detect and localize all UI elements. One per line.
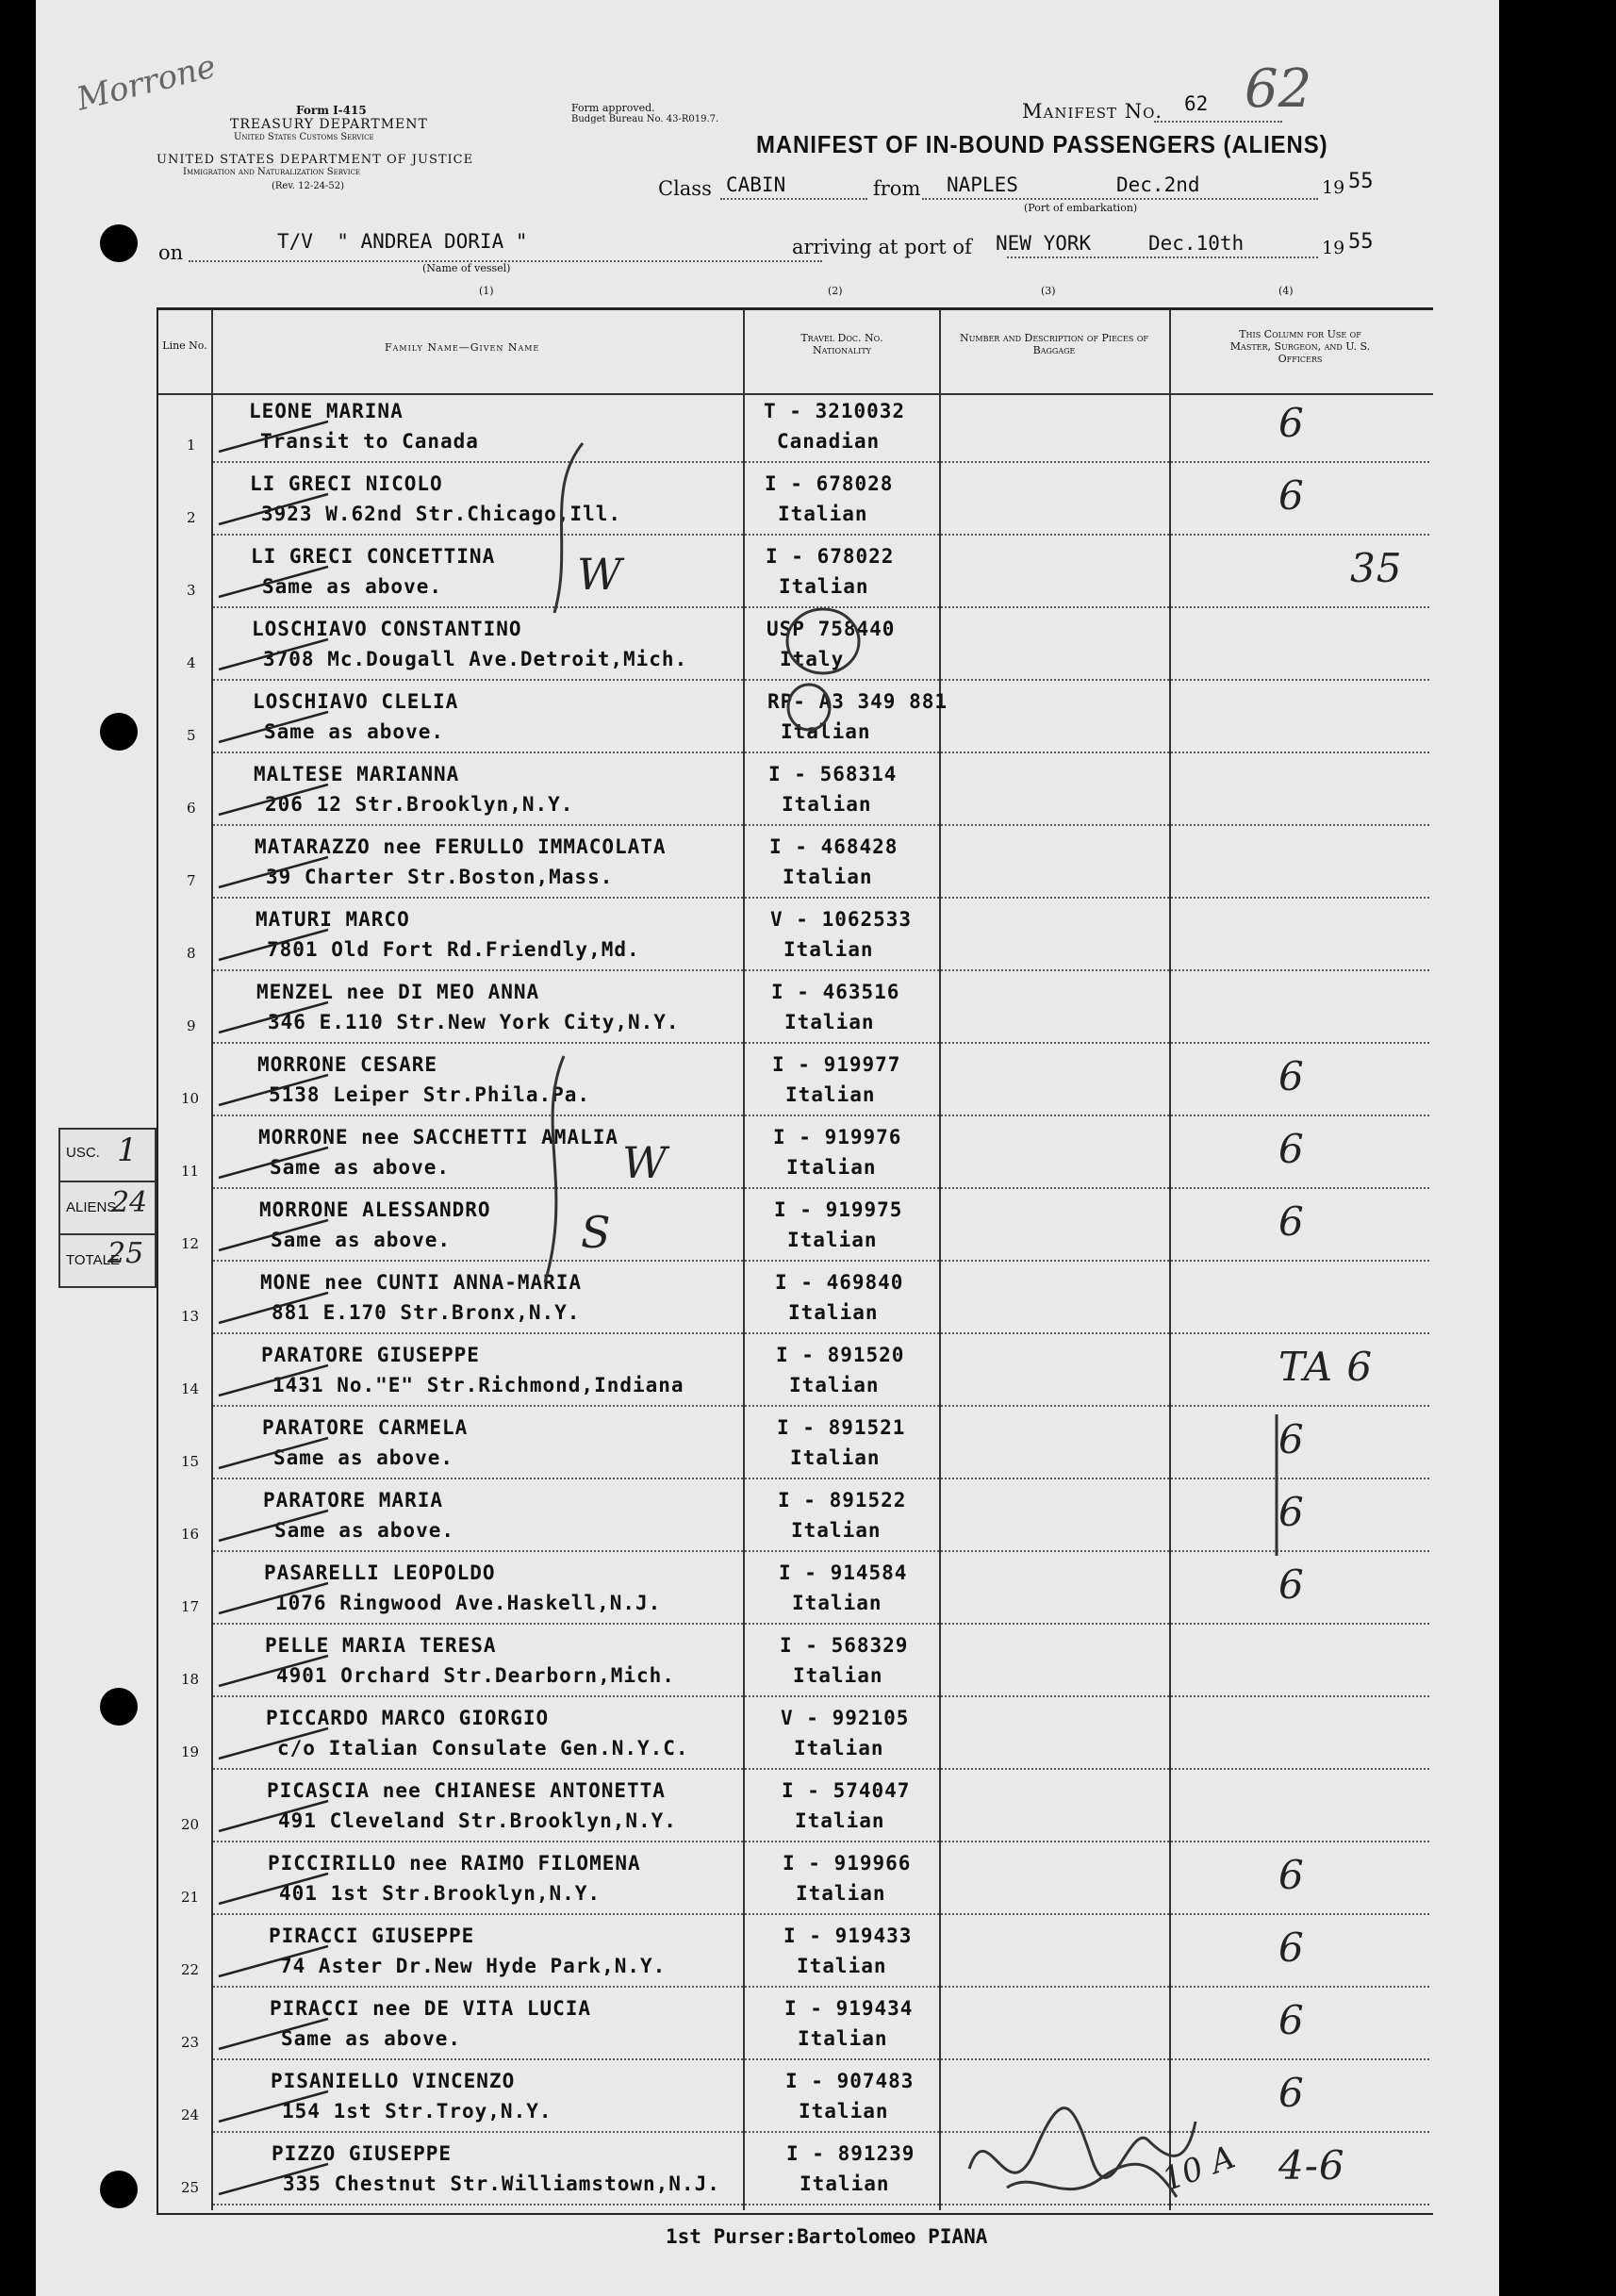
line-number: 3 xyxy=(187,582,196,599)
header-baggage: Number and Description of Pieces of Baggage xyxy=(960,332,1148,356)
line-number: 21 xyxy=(181,1889,200,1906)
check-mark xyxy=(215,681,338,753)
nationality: Italian xyxy=(797,1955,887,1977)
travel-doc-number: I - 568314 xyxy=(768,763,898,785)
check-mark xyxy=(215,390,338,463)
nationality: Italian xyxy=(792,1592,882,1614)
officer-mark: 35 xyxy=(1350,545,1403,591)
travel-doc-number: T - 3210032 xyxy=(764,400,906,422)
travel-doc-number: I - 891521 xyxy=(777,1416,906,1439)
passenger-name: LOSCHIAVO CONSTANTINO xyxy=(252,618,522,640)
nationality: Italian xyxy=(800,2172,890,2195)
passenger-address: 5138 Leiper Str.Phila.Pa. xyxy=(269,1083,591,1106)
circled-mark xyxy=(771,603,875,735)
col-num-2: (2) xyxy=(828,285,843,297)
line-number: 4 xyxy=(187,654,196,671)
check-mark xyxy=(215,463,338,536)
nationality: Italian xyxy=(791,1519,882,1542)
check-mark xyxy=(215,1116,338,1189)
travel-doc-number: V - 992105 xyxy=(781,1707,910,1729)
nationality: Italian xyxy=(795,1809,885,1832)
passenger-name: LI GRECI NICOLO xyxy=(250,472,443,495)
year1-suffix: 55 xyxy=(1348,170,1374,193)
nationality: Italian xyxy=(781,720,871,743)
table-row xyxy=(36,1189,1469,1262)
officer-mark: 6 xyxy=(1278,1489,1305,1535)
passenger-address: 7801 Old Fort Rd.Friendly,Md. xyxy=(267,938,640,961)
table-row xyxy=(36,1697,1469,1770)
table-row xyxy=(36,1044,1469,1116)
travel-doc-number: I - 568329 xyxy=(780,1634,909,1657)
table-row xyxy=(36,1770,1469,1842)
nationality: Italian xyxy=(785,1083,876,1106)
travel-doc-number: I - 469840 xyxy=(775,1271,904,1294)
line-number: 22 xyxy=(181,1961,200,1978)
passenger-name: PIZZO GIUSEPPE xyxy=(272,2142,453,2165)
aliens-label: ALIENS xyxy=(66,1199,117,1215)
nationality: Italian xyxy=(787,1229,878,1251)
line-number: 10 xyxy=(181,1090,200,1107)
passenger-address: 401 1st Str.Brooklyn,N.Y. xyxy=(279,1882,602,1905)
passenger-address: Same as above. xyxy=(270,1156,451,1179)
revision: (Rev. 12-24-52) xyxy=(272,181,345,191)
passenger-address: 1076 Ringwood Ave.Haskell,N.J. xyxy=(275,1592,662,1614)
nationality: Italian xyxy=(778,503,868,525)
handwritten-w: W xyxy=(622,1137,668,1188)
passenger-name: PARATORE MARIA xyxy=(263,1489,444,1511)
table-row xyxy=(36,1552,1469,1625)
table-row xyxy=(36,826,1469,899)
passenger-address: 154 1st Str.Troy,N.Y. xyxy=(282,2100,552,2123)
travel-doc-number: I - 919975 xyxy=(774,1198,903,1221)
col-num-1: (1) xyxy=(479,285,494,297)
check-mark xyxy=(215,2133,338,2205)
totale-value: 25 xyxy=(107,1237,144,1270)
passenger-name: MALTESE MARIANNA xyxy=(254,763,460,785)
travel-doc-number: I - 919966 xyxy=(783,1852,912,1875)
line-number: 20 xyxy=(181,1816,200,1833)
table-row xyxy=(36,1479,1469,1552)
passenger-name: MONE nee CUNTI ANNA-MARIA xyxy=(260,1271,583,1294)
line-number: 16 xyxy=(181,1526,200,1543)
travel-doc-number: I - 891522 xyxy=(778,1489,907,1511)
department-of-justice: UNITED STATES DEPARTMENT OF JUSTICE xyxy=(157,153,474,167)
line-number: 19 xyxy=(181,1743,200,1760)
usc-label: USC. xyxy=(66,1145,100,1161)
line-number: 14 xyxy=(181,1380,200,1397)
passenger-address: 3708 Mc.Dougall Ave.Detroit,Mich. xyxy=(263,648,688,670)
check-mark xyxy=(215,753,338,826)
table-row xyxy=(36,1407,1469,1479)
line-number: 15 xyxy=(181,1453,200,1470)
passenger-name: PICCIRILLO nee RAIMO FILOMENA xyxy=(268,1852,641,1875)
check-mark xyxy=(215,1407,338,1479)
line-number: 25 xyxy=(181,2179,200,2196)
officer-mark: 6 xyxy=(1278,1198,1305,1245)
table-row xyxy=(36,1116,1469,1189)
passenger-address: 74 Aster Dr.New Hyde Park,N.Y. xyxy=(280,1955,667,1977)
officer-mark: 6 xyxy=(1278,400,1305,446)
passenger-name: MATURI MARCO xyxy=(256,908,410,931)
check-mark xyxy=(215,826,338,899)
customs-service: United States Customs Service xyxy=(234,132,374,142)
line-number: 9 xyxy=(187,1017,196,1034)
nationality: Italian xyxy=(782,793,872,816)
officer-signature xyxy=(950,2084,1214,2225)
punch-hole xyxy=(100,224,138,262)
check-mark xyxy=(215,1189,338,1262)
line-number: 7 xyxy=(187,872,196,889)
check-mark xyxy=(215,1334,338,1407)
nationality: Italian xyxy=(799,2100,889,2123)
passenger-address: Same as above. xyxy=(264,720,445,743)
nationality: Italian xyxy=(788,1301,879,1324)
header-doc: Travel Doc. No. Nationality xyxy=(800,332,883,356)
passenger-address: 881 E.170 Str.Bronx,N.Y. xyxy=(272,1301,581,1324)
travel-doc-number: I - 678022 xyxy=(766,545,895,568)
year1-prefix: 19 xyxy=(1322,177,1345,198)
passenger-name: PISANIELLO VINCENZO xyxy=(271,2070,516,2092)
passenger-address: Same as above. xyxy=(262,575,443,598)
passenger-name: PICCARDO MARCO GIORGIO xyxy=(266,1707,550,1729)
arrival-port: NEW YORK xyxy=(996,232,1092,255)
nationality: Italy xyxy=(780,648,845,670)
col-num-3: (3) xyxy=(1041,285,1056,297)
travel-doc-number: I - 891520 xyxy=(776,1344,905,1366)
nationality: Italian xyxy=(779,575,869,598)
manifest-document xyxy=(36,0,1499,2296)
budget-bureau: Budget Bureau No. 43-R019.7. xyxy=(571,114,719,124)
table-row xyxy=(36,1625,1469,1697)
officer-mark: 4-6 xyxy=(1278,2142,1345,2189)
check-mark xyxy=(215,1770,338,1842)
line-number: 2 xyxy=(187,509,196,526)
vessel-name: T/V " ANDREA DORIA " xyxy=(277,230,528,253)
arriving-label: arriving at port of xyxy=(788,236,976,258)
travel-doc-number: USP 758440 xyxy=(767,618,896,640)
travel-doc-number: V - 1062533 xyxy=(770,908,913,931)
manifest-no-handwritten: 62 xyxy=(1245,58,1312,120)
officer-mark: 6 xyxy=(1278,1126,1305,1172)
passenger-address: 3923 W.62nd Str.Chicago,Ill. xyxy=(261,503,622,525)
from-port: NAPLES xyxy=(947,173,1018,196)
line-number: 8 xyxy=(187,945,196,962)
check-mark xyxy=(215,1625,338,1697)
passenger-address: 346 E.110 Str.New York City,N.Y. xyxy=(268,1011,680,1033)
table-row xyxy=(36,2060,1469,2133)
line-number: 12 xyxy=(181,1235,200,1252)
line-number: 11 xyxy=(181,1163,200,1180)
class-value: CABIN xyxy=(726,173,786,196)
handwritten-w: W xyxy=(577,549,622,600)
usc-value: 1 xyxy=(117,1131,138,1169)
nationality: Italian xyxy=(790,1446,881,1469)
officer-mark: 6 xyxy=(1278,1852,1305,1898)
passenger-address: Same as above. xyxy=(271,1229,452,1251)
table-row xyxy=(36,390,1469,463)
travel-doc-number: I - 919433 xyxy=(783,1924,913,1947)
passenger-name: PARATORE CARMELA xyxy=(262,1416,469,1439)
passenger-name: PIRACCI GIUSEPPE xyxy=(269,1924,475,1947)
line-number: 24 xyxy=(181,2106,200,2123)
officer-mark: 6 xyxy=(1278,472,1305,519)
nationality: Italian xyxy=(786,1156,877,1179)
passenger-address: 4901 Orchard Str.Dearborn,Mich. xyxy=(276,1664,675,1687)
handwritten-note: 10 A xyxy=(1157,2138,1241,2200)
check-mark xyxy=(215,1842,338,1915)
passenger-name: PARATORE GIUSEPPE xyxy=(261,1344,480,1366)
table-row xyxy=(36,899,1469,971)
check-mark xyxy=(215,1044,338,1116)
line-number: 17 xyxy=(181,1598,200,1615)
travel-doc-number: I - 463516 xyxy=(771,981,900,1003)
passenger-address: Same as above. xyxy=(281,2027,462,2050)
handwritten-bracket xyxy=(507,1047,592,1292)
class-label: Class xyxy=(658,177,712,200)
treasury-department: TREASURY DEPARTMENT xyxy=(230,117,428,132)
passenger-address: c/o Italian Consulate Gen.N.Y.C. xyxy=(277,1737,689,1759)
passenger-name: PIRACCI nee DE VITA LUCIA xyxy=(270,1997,592,2020)
vessel-caption: (Name of vessel) xyxy=(422,262,511,274)
passenger-name: PASARELLI LEOPOLDO xyxy=(264,1561,496,1584)
nationality: Italian xyxy=(794,1737,884,1759)
aliens-value: 24 xyxy=(111,1186,148,1219)
port-embark-caption: (Port of embarkation) xyxy=(1024,202,1138,214)
nationality: Italian xyxy=(798,2027,888,2050)
year2-prefix: 19 xyxy=(1322,238,1345,258)
line-number: 23 xyxy=(181,2034,200,2051)
officer-mark: 6 xyxy=(1278,1053,1305,1099)
check-mark xyxy=(215,1915,338,1988)
form-approved: Form approved. xyxy=(571,102,655,114)
officer-mark: 6 xyxy=(1278,1997,1305,2043)
travel-doc-number: I - 914584 xyxy=(779,1561,908,1584)
check-mark xyxy=(215,536,338,608)
manifest-no-label: Manifest No. xyxy=(1022,100,1163,123)
table-row xyxy=(36,1262,1469,1334)
handwritten-s: S xyxy=(581,1207,611,1258)
passenger-address: 491 Cleveland Str.Brooklyn,N.Y. xyxy=(278,1809,677,1832)
passenger-address: 335 Chestnut Str.Williamstown,N.J. xyxy=(283,2172,720,2195)
check-mark xyxy=(215,1988,338,2060)
passenger-name: MORRONE ALESSANDRO xyxy=(259,1198,491,1221)
travel-doc-number: I - 919977 xyxy=(772,1053,901,1076)
passenger-address: 39 Charter Str.Boston,Mass. xyxy=(266,866,614,888)
travel-doc-number: I - 678028 xyxy=(765,472,894,495)
table-row xyxy=(36,1988,1469,2060)
margin-note: Morrone xyxy=(73,47,220,119)
line-number: 6 xyxy=(187,800,196,817)
table-row xyxy=(36,681,1469,753)
check-mark xyxy=(215,971,338,1044)
officer-mark: 6 xyxy=(1278,1416,1305,1462)
arrival-date: Dec.10th xyxy=(1148,232,1245,255)
nationality: Italian xyxy=(784,1011,875,1033)
ins-service: Immigration and Naturalization Service xyxy=(183,167,361,177)
check-mark xyxy=(215,899,338,971)
table-row xyxy=(36,753,1469,826)
passenger-address: 1431 No."E" Str.Richmond,Indiana xyxy=(272,1374,684,1396)
check-mark xyxy=(215,608,338,681)
from-date: Dec.2nd xyxy=(1116,173,1200,196)
manifest-no-value: 62 xyxy=(1184,92,1209,115)
line-number: 1 xyxy=(187,437,196,454)
check-mark xyxy=(215,2060,338,2133)
line-number: 18 xyxy=(181,1671,200,1688)
nationality: Italian xyxy=(796,1882,886,1905)
officer-mark: 6 xyxy=(1278,2070,1305,2116)
passenger-name: MORRONE nee SACCHETTI AMALIA xyxy=(258,1126,619,1148)
check-mark xyxy=(215,1552,338,1625)
on-label: on xyxy=(158,241,184,264)
nationality: Italian xyxy=(793,1664,883,1687)
passenger-name: MENZEL nee DI MEO ANNA xyxy=(256,981,540,1003)
purser-signature: 1st Purser:Bartolomeo PIANA xyxy=(666,2225,988,2248)
header-name: Family Name—Given Name xyxy=(385,341,540,354)
nationality: Canadian xyxy=(777,430,881,453)
from-label: from xyxy=(873,177,921,200)
passenger-name: LI GRECI CONCETTINA xyxy=(251,545,496,568)
passenger-name: MATARAZZO nee FERULLO IMMACOLATA xyxy=(255,835,667,858)
check-mark xyxy=(215,1262,338,1334)
totale-label: TOTALE xyxy=(66,1252,120,1268)
passenger-name: MORRONE CESARE xyxy=(257,1053,438,1076)
passenger-name: PICASCIA nee CHIANESE ANTONETTA xyxy=(267,1779,666,1802)
officer-mark: 6 xyxy=(1278,1561,1305,1608)
page-title: MANIFEST OF IN-BOUND PASSENGERS (ALIENS) xyxy=(756,130,1328,158)
passenger-address: Same as above. xyxy=(274,1519,455,1542)
table-row xyxy=(36,608,1469,681)
check-mark xyxy=(215,1479,338,1552)
table-row xyxy=(36,463,1469,536)
officer-mark: 6 xyxy=(1278,1924,1305,1971)
travel-doc-number: I - 919976 xyxy=(773,1126,902,1148)
travel-doc-number: I - 891239 xyxy=(786,2142,915,2165)
table-row xyxy=(36,536,1469,608)
table-row xyxy=(36,2133,1469,2205)
check-mark xyxy=(215,1697,338,1770)
travel-doc-number: RP- A3 349 881 xyxy=(767,690,948,713)
table-row xyxy=(36,971,1469,1044)
nationality: Italian xyxy=(783,866,873,888)
passenger-address: Transit to Canada xyxy=(260,430,479,453)
handwritten-bracket xyxy=(1267,1414,1286,1556)
passenger-name: LOSCHIAVO CLELIA xyxy=(253,690,459,713)
year2-suffix: 55 xyxy=(1348,230,1374,254)
travel-doc-number: I - 468428 xyxy=(769,835,899,858)
tally-box xyxy=(58,1128,157,1288)
table-row xyxy=(36,1842,1469,1915)
line-number: 13 xyxy=(181,1308,200,1325)
col-num-4: (4) xyxy=(1278,285,1294,297)
table-row xyxy=(36,1334,1469,1407)
passenger-name: PELLE MARIA TERESA xyxy=(265,1634,497,1657)
nationality: Italian xyxy=(783,938,874,961)
row-divider xyxy=(213,2204,1429,2205)
header-officers: This Column for Use of Master, Surgeon, and U. S. Officers xyxy=(1229,328,1371,365)
passenger-name: LEONE MARINA xyxy=(249,400,404,422)
line-number: 5 xyxy=(187,727,196,744)
passenger-address: Same as above. xyxy=(273,1446,454,1469)
handwritten-bracket xyxy=(526,434,602,622)
passenger-address: 206 12 Str.Brooklyn,N.Y. xyxy=(265,793,574,816)
header-line-no: Line No. xyxy=(162,339,207,352)
table-row xyxy=(36,1915,1469,1988)
travel-doc-number: I - 574047 xyxy=(782,1779,911,1802)
nationality: Italian xyxy=(789,1374,880,1396)
officer-mark: TA 6 xyxy=(1278,1344,1374,1390)
form-number: Form I-415 xyxy=(296,104,367,117)
travel-doc-number: I - 919434 xyxy=(784,1997,914,2020)
travel-doc-number: I - 907483 xyxy=(785,2070,915,2092)
